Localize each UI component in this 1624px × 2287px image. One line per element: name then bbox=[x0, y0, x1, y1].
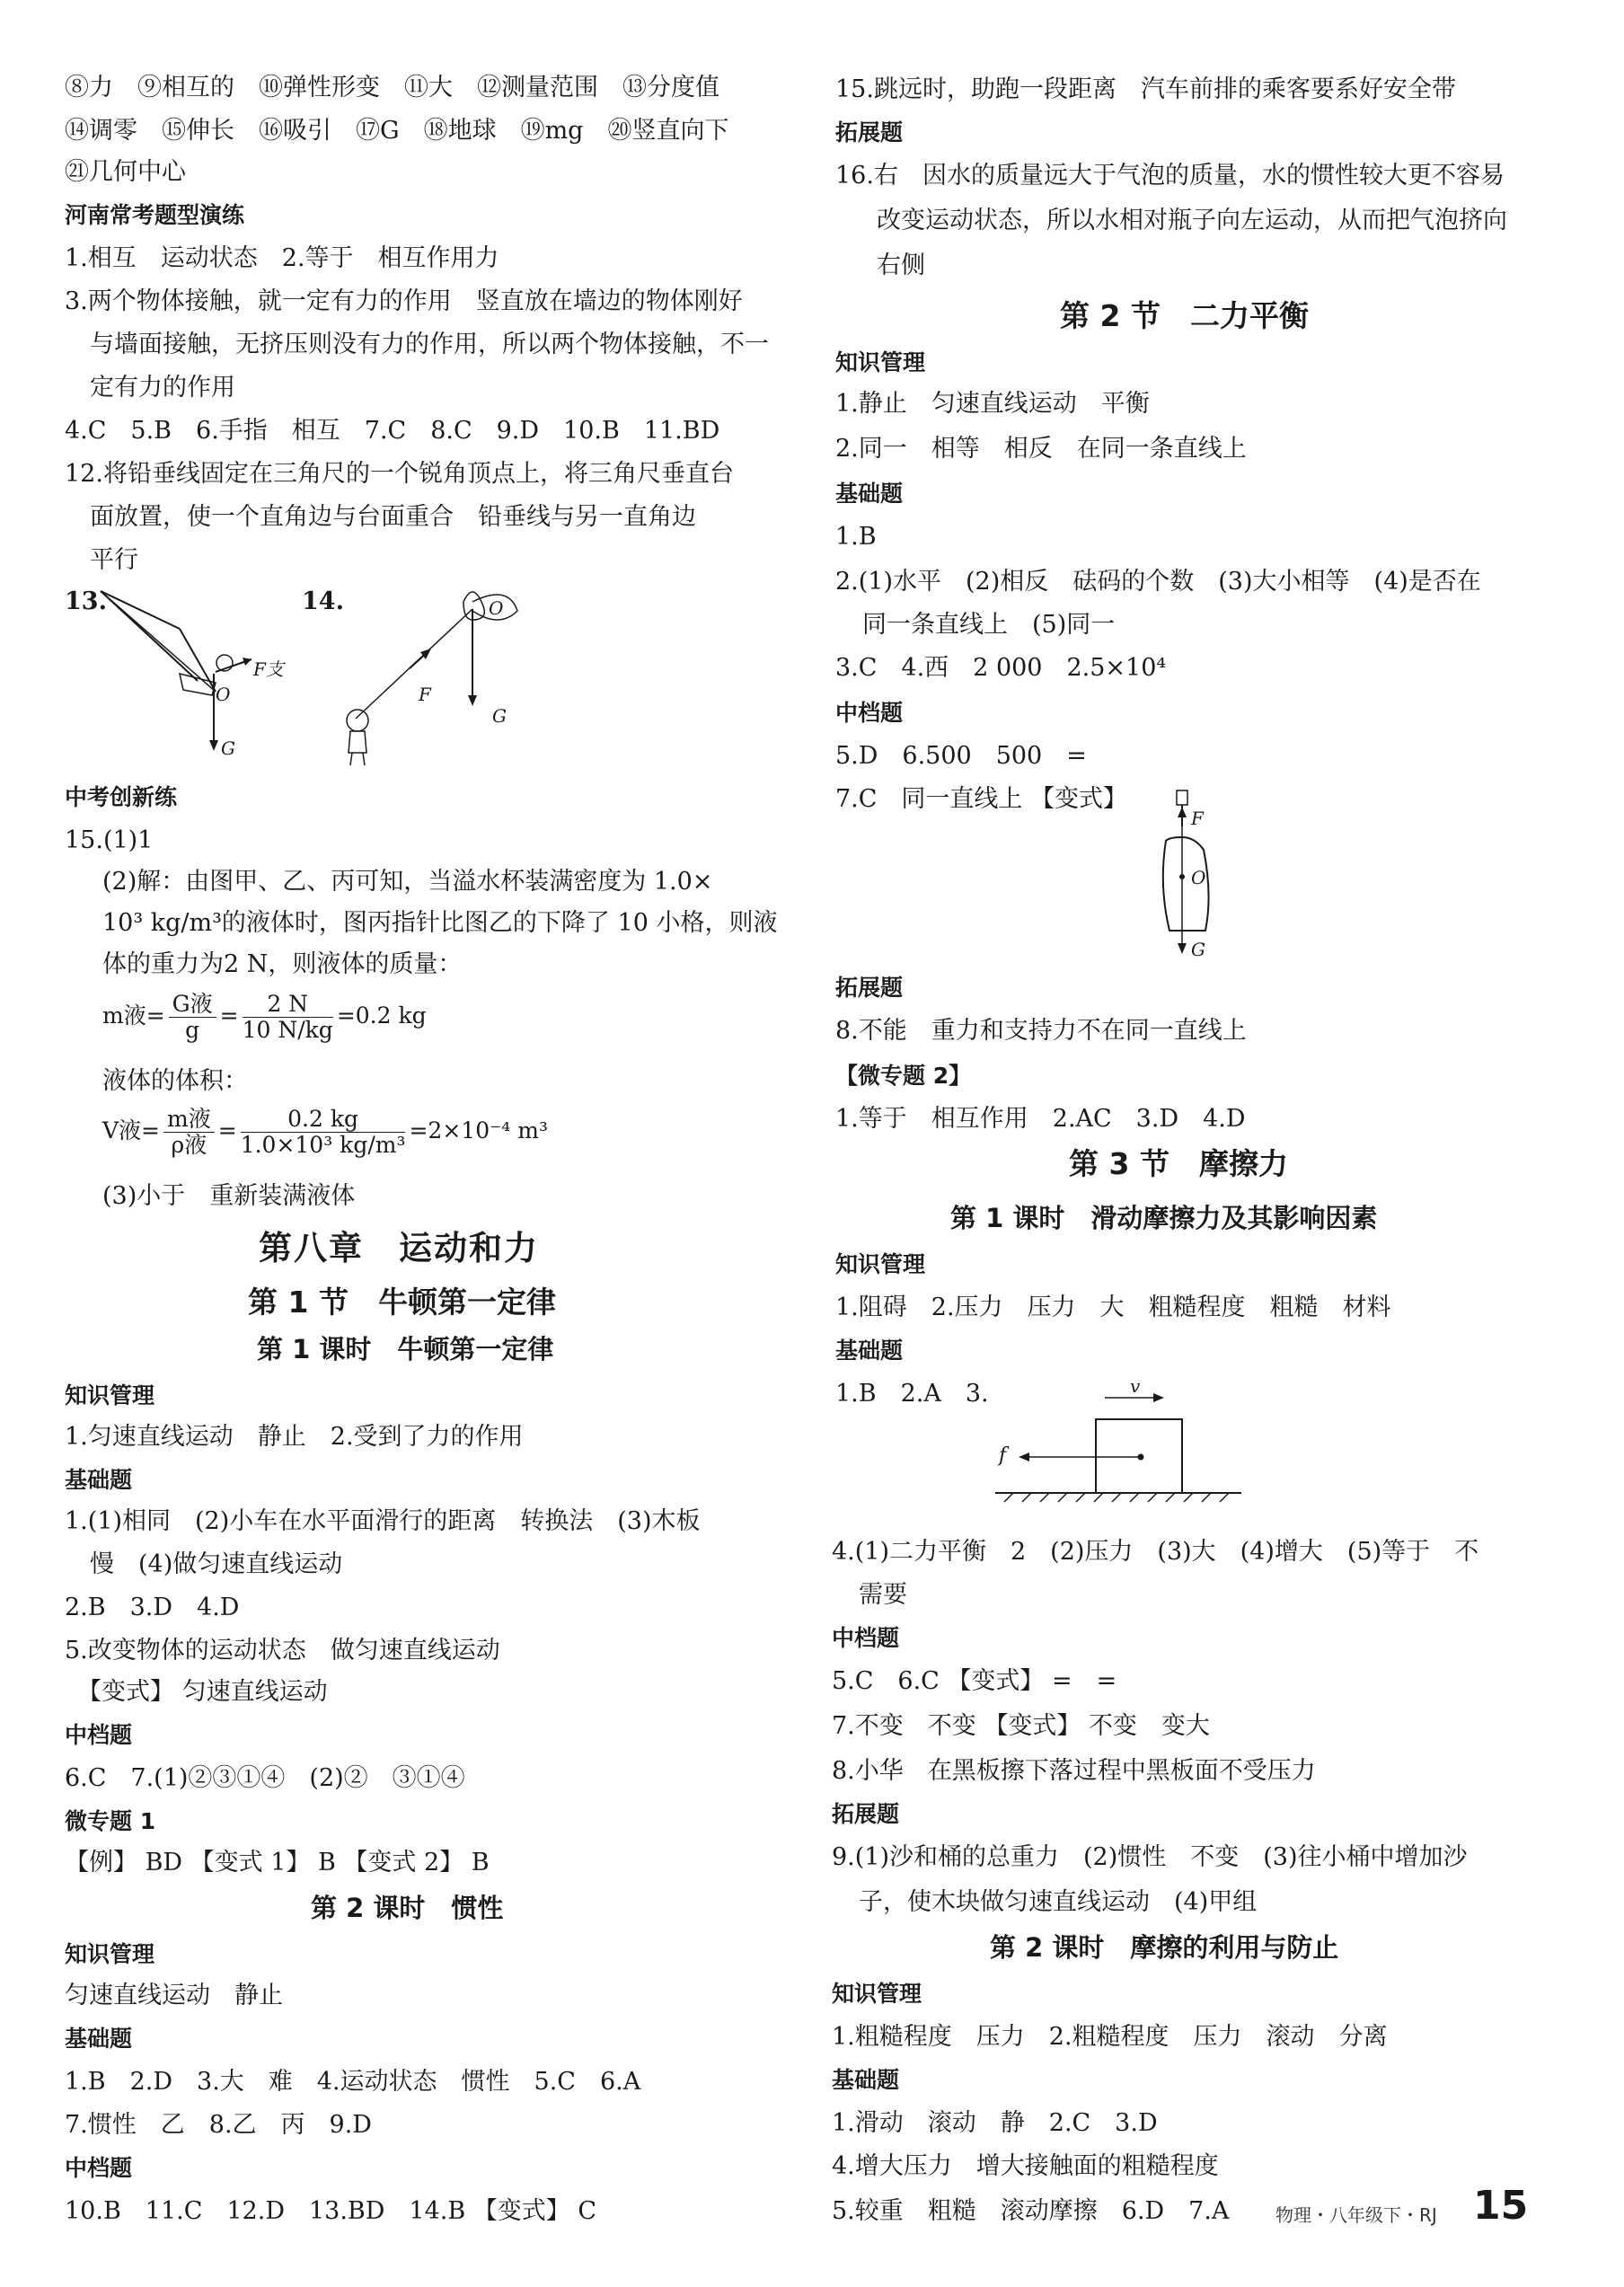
lesson-title: 第 2 课时 摩擦的利用与防止 bbox=[990, 1932, 1339, 1963]
answer-line: 子，使木块做匀速直线运动 (4)甲组 bbox=[859, 1888, 1258, 1916]
answer-line: 【变式】 匀速直线运动 bbox=[77, 1678, 328, 1706]
answer-line: ⑭调零 ⑮伸长 ⑯吸引 ⑰G ⑱地球 ⑲mg ⑳竖直向下 bbox=[65, 117, 729, 145]
figure-14-diagram bbox=[338, 584, 535, 773]
answer-line: 15.跳远时，助跑一段距离 汽车前排的乘客要系好安全带 bbox=[835, 75, 1456, 103]
answer-line: 8.小华 在黑板擦下落过程中黑板面不受压力 bbox=[832, 1757, 1316, 1785]
figure-13-label-o: O bbox=[216, 684, 231, 705]
answer-line: 匀速直线运动 静止 bbox=[65, 1982, 283, 2009]
lesson-title: 第 2 课时 惯性 bbox=[311, 1893, 504, 1923]
section-heading: 河南常考题型演练 bbox=[65, 202, 245, 228]
answer-line: 5.D 6.500 500 = bbox=[835, 742, 1087, 770]
equation-volume: V液= m液 ρ液 = $\frac{0.2 kg}{\text{1.0×10³ kg/m³}}$ =2×10⁻⁴ m³ bbox=[102, 1106, 548, 1158]
figure-7-label-g: G bbox=[1191, 939, 1205, 960]
figure-3-label-f: f bbox=[999, 1444, 1007, 1467]
page-number: 15 bbox=[1473, 2183, 1529, 2229]
figure-14-label-f: F bbox=[419, 684, 431, 705]
answer-line: 需要 bbox=[859, 1581, 907, 1609]
figure-3-label-v: v bbox=[1130, 1375, 1141, 1397]
answer-line: 体的重力为2 N，则液体的质量： bbox=[102, 950, 463, 978]
figure-14-number: 14. bbox=[302, 587, 344, 615]
section-title: 第 2 节 二力平衡 bbox=[1060, 298, 1309, 333]
figure-13-number: 13. bbox=[65, 587, 107, 615]
answer-line: 10.B 11.C 12.D 13.BD 14.B 【变式】 C bbox=[65, 2197, 596, 2225]
section-heading: 知识管理 bbox=[65, 1941, 155, 1967]
section-heading: 拓展题 bbox=[832, 1801, 900, 1827]
section-heading: 基础题 bbox=[65, 2026, 133, 2052]
answer-line: 【例】 BD 【变式 1】 B 【变式 2】 B bbox=[65, 1849, 490, 1876]
answer-line: 5.改变物体的运动状态 做匀速直线运动 bbox=[65, 1637, 500, 1664]
section-heading: 中档题 bbox=[835, 700, 904, 726]
answer-line: 1.B 2.A 3. bbox=[835, 1380, 989, 1408]
answer-line: 4.C 5.B 6.手指 相互 7.C 8.C 9.D 10.B 11.BD bbox=[65, 417, 720, 445]
answer-line: 5.C 6.C 【变式】 = = bbox=[832, 1667, 1117, 1695]
answer-line: ㉑几何中心 bbox=[65, 158, 186, 186]
answer-line: 8.不能 重力和支持力不在同一直线上 bbox=[835, 1017, 1247, 1045]
answer-line: 慢 (4)做匀速直线运动 bbox=[90, 1550, 343, 1578]
section-heading: 知识管理 bbox=[65, 1382, 155, 1408]
answer-line: 液体的体积： bbox=[102, 1067, 248, 1095]
answer-line: 2.B 3.D 4.D bbox=[65, 1594, 240, 1621]
section-heading: 拓展题 bbox=[835, 975, 904, 1001]
section-title: 第 3 节 摩擦力 bbox=[1069, 1146, 1288, 1181]
answer-line: 3.两个物体接触，就一定有力的作用 竖直放在墙边的物体刚好 bbox=[65, 287, 743, 315]
figure-14-label-g: G bbox=[492, 705, 507, 727]
answer-line: 平行 bbox=[90, 546, 138, 574]
answer-line: 1.静止 匀速直线运动 平衡 bbox=[835, 390, 1150, 418]
answer-line: 1.(1)相同 (2)小车在水平面滑行的距离 转换法 (3)木板 bbox=[65, 1507, 701, 1535]
answer-line: 改变运动状态，所以水相对瓶子向左运动，从而把气泡挤向 bbox=[877, 207, 1507, 234]
answer-line: 定有力的作用 bbox=[90, 374, 235, 402]
answer-line: 7.C 同一直线上 【变式】 bbox=[835, 785, 1128, 813]
answer-line: 1.粗糙程度 压力 2.粗糙程度 压力 滚动 分离 bbox=[832, 2023, 1388, 2051]
answer-line: 同一条直线上 (5)同一 bbox=[862, 611, 1116, 639]
answer-line: (2)解：由图甲、乙、丙可知，当溢水杯装满密度为 1.0× bbox=[102, 868, 713, 896]
answer-line: 15.(1)1 bbox=[65, 826, 154, 854]
answer-line: 10³ kg/m³的液体时，图丙指针比图乙的下降了 10 小格，则液 bbox=[102, 909, 778, 937]
answer-line: 2.(1)水平 (2)相反 砝码的个数 (3)大小相等 (4)是否在 bbox=[835, 568, 1481, 596]
section-heading: 中考创新练 bbox=[65, 784, 178, 810]
answer-line: 与墙面接触，无挤压则没有力的作用，所以两个物体接触，不一 bbox=[90, 331, 769, 358]
answer-line: 7.不变 不变 【变式】 不变 变大 bbox=[832, 1712, 1210, 1740]
figure-3-diagram bbox=[988, 1374, 1258, 1509]
answer-line: 12.将铅垂线固定在三角尺的一个锐角顶点上，将三角尺垂直台 bbox=[65, 460, 734, 488]
equation-mass: m液= G液 g = $\frac{2 N}{10 N/kg}$ =0.2 kg bbox=[102, 991, 427, 1043]
section-heading: 中档题 bbox=[832, 1625, 900, 1651]
answer-line: 5.较重 粗糙 滚动摩擦 6.D 7.A bbox=[832, 2197, 1230, 2225]
section-heading: 拓展题 bbox=[835, 119, 904, 146]
section-heading: 基础题 bbox=[832, 2067, 900, 2093]
answer-line: 7.惯性 乙 8.乙 丙 9.D bbox=[65, 2111, 372, 2139]
section-heading: 中档题 bbox=[65, 2155, 133, 2181]
chapter-title: 第八章 运动和力 bbox=[259, 1229, 539, 1267]
section-heading: 知识管理 bbox=[835, 1251, 926, 1277]
figure-7-label-o: O bbox=[1191, 867, 1206, 888]
answer-line: 6.C 7.(1)②③①④ (2)② ③①④ bbox=[65, 1764, 465, 1792]
footer-label: 物理・八年级下・RJ bbox=[1275, 2204, 1437, 2226]
section-heading: 基础题 bbox=[65, 1467, 133, 1493]
answer-line: 1.B bbox=[835, 523, 877, 551]
figure-13-label-f: F支 bbox=[253, 658, 284, 680]
answer-line: 1.B 2.D 3.大 难 4.运动状态 惯性 5.C 6.A bbox=[65, 2068, 641, 2096]
answer-line: ⑧力 ⑨相互的 ⑩弹性形变 ⑪大 ⑫测量范围 ⑬分度值 bbox=[65, 74, 719, 102]
section-heading: 知识管理 bbox=[835, 349, 926, 375]
section-heading: 基础题 bbox=[835, 1338, 904, 1364]
answer-line: 1.阻碍 2.压力 压力 大 粗糙程度 粗糙 材料 bbox=[835, 1294, 1391, 1321]
answer-line: 4.(1)二力平衡 2 (2)压力 (3)大 (4)增大 (5)等于 不 bbox=[832, 1538, 1479, 1566]
answer-line: 3.C 4.西 2 000 2.5×10⁴ bbox=[835, 654, 1167, 682]
answer-line: 1.滑动 滚动 静 2.C 3.D bbox=[832, 2109, 1158, 2137]
answer-line: 1.相互 运动状态 2.等于 相互作用力 bbox=[65, 244, 499, 272]
figure-13-label-g: G bbox=[221, 737, 235, 759]
answer-line: 2.同一 相等 相反 在同一条直线上 bbox=[835, 435, 1247, 463]
section-heading: 中档题 bbox=[65, 1722, 133, 1748]
answer-line: 面放置，使一个直角边与台面重合 铅垂线与另一直角边 bbox=[90, 503, 696, 531]
lesson-title: 第 1 课时 牛顿第一定律 bbox=[257, 1334, 554, 1364]
lesson-title: 第 1 课时 滑动摩擦力及其影响因素 bbox=[950, 1203, 1378, 1233]
answer-line: 4.增大压力 增大接触面的粗糙程度 bbox=[832, 2152, 1219, 2180]
section-title: 第 1 节 牛顿第一定律 bbox=[248, 1285, 556, 1320]
section-heading: 【微专题 2】 bbox=[835, 1063, 972, 1089]
section-heading: 基础题 bbox=[835, 481, 904, 507]
figure-7-label-f: F bbox=[1191, 808, 1204, 829]
answer-line: 右侧 bbox=[877, 252, 925, 279]
section-heading: 知识管理 bbox=[832, 1981, 922, 2007]
answer-line: 16.右 因水的质量远大于气泡的质量，水的惯性较大更不容易 bbox=[835, 162, 1505, 190]
answer-line: 1.匀速直线运动 静止 2.受到了力的作用 bbox=[65, 1423, 524, 1451]
answer-line: 9.(1)沙和桶的总重力 (2)惯性 不变 (3)往小桶中增加沙 bbox=[832, 1843, 1468, 1871]
figure-14-label-o: O bbox=[489, 597, 504, 619]
answer-line: 1.等于 相互作用 2.AC 3.D 4.D bbox=[835, 1105, 1246, 1133]
answer-line: (3)小于 重新装满液体 bbox=[102, 1182, 356, 1210]
section-heading: 微专题 1 bbox=[65, 1808, 156, 1834]
